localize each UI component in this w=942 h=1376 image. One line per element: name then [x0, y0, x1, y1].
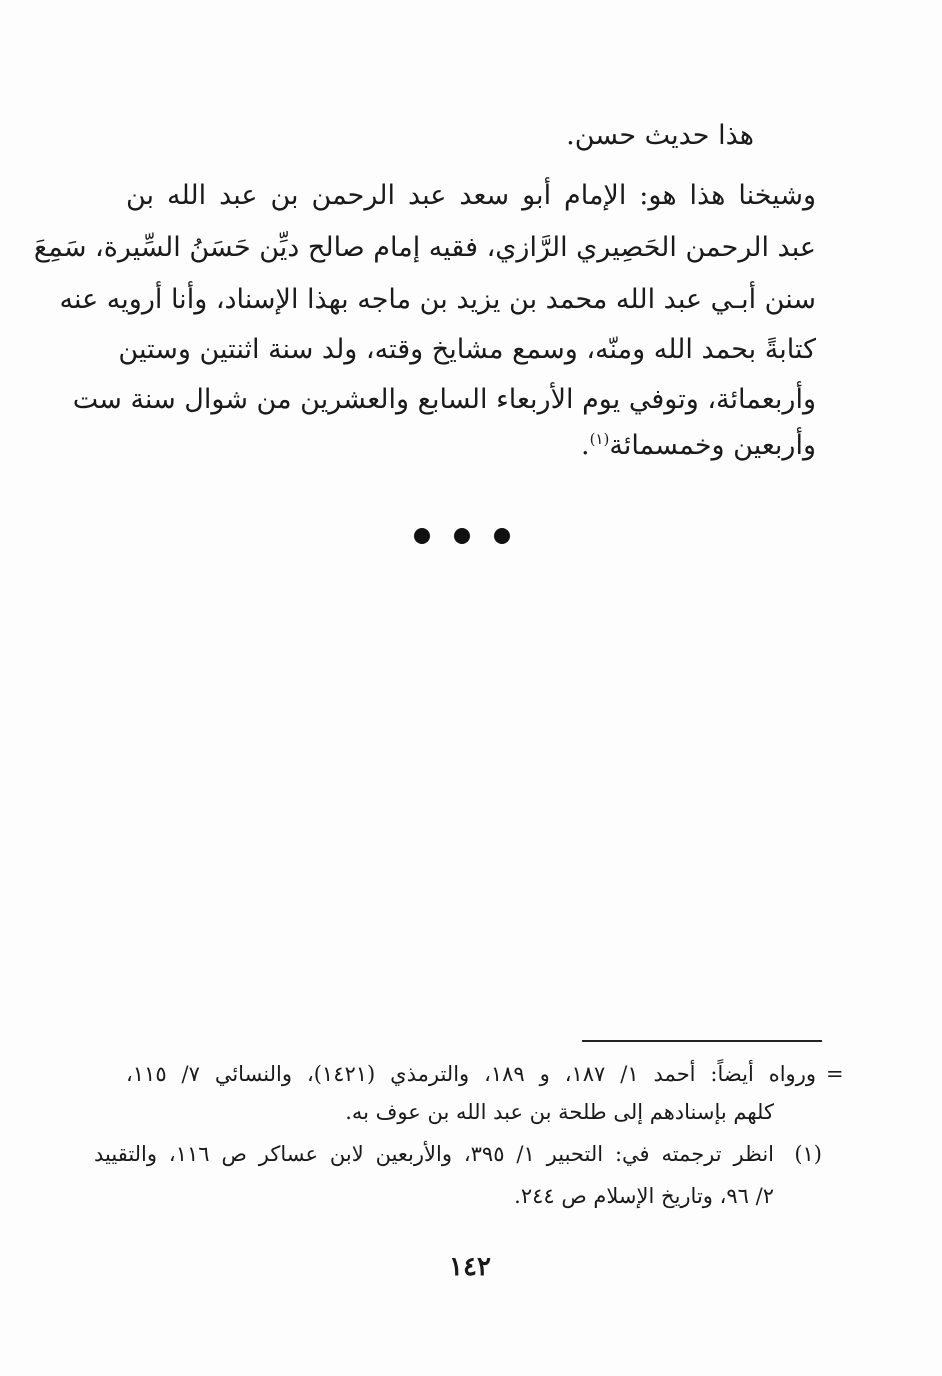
footnote-cont-line-1: ورواه أيضاً: أحمد ١/ ١٨٧، و ١٨٩، والترمذي (١٤٢١)، والنسائي ٧/ ١١٥، — [126, 1062, 816, 1086]
body-line-2: وشيخنا هذا هو: الإمام أبو سعد عبد الرحمن بن عبد الله بن — [126, 180, 816, 211]
footnote-continuation-marker: = — [826, 1062, 844, 1086]
body-line-4: سنن أبـي عبد الله محمد بن يزيد بن ماجه بهذا الإسناد، وأنا أرويه عنه — [59, 284, 816, 315]
footnote-cont-line-2: كلهم بإسنادهم إلى طلحة بن عبد الله بن عوف به. — [345, 1100, 774, 1124]
body-line-7-text: وأربعين وخمسمائة — [609, 430, 816, 461]
body-line-7 — [126, 426, 816, 466]
section-separator — [414, 526, 510, 546]
body-line-7-end: . — [580, 430, 590, 461]
footnote-rule — [582, 1040, 822, 1042]
footnote-1-marker: (١) — [794, 1142, 822, 1166]
separator-dot — [454, 528, 470, 544]
footnote-ref-1: (١) — [589, 430, 610, 448]
body-line-6: وأربعمائة، وتوفي يوم الأربعاء السابع والعشرين من شوال سنة ست — [72, 384, 816, 415]
page-number: ١٤٢ — [449, 1252, 491, 1282]
footnote-1-line-2: ٢/ ٩٦، وتاريخ الإسلام ص ٢٤٤. — [514, 1184, 774, 1208]
separator-dot — [494, 528, 510, 544]
body-line-3: عبد الرحمن الحَصِيري الرَّازي، فقيه إمام صالح ديِّن حَسَنُ السِّيرة، سَمِعَ — [33, 232, 816, 263]
footnote-1-line-1: انظر ترجمته في: التحبير ١/ ٣٩٥، والأربعين لابن عساكر ص ١١٦، والتقييد — [94, 1142, 774, 1166]
separator-dot — [414, 528, 430, 544]
body-line-5: كتابةً بحمد الله ومنّه، وسمع مشايخ وقته، ولد سنة اثنتين وستين — [118, 334, 816, 365]
body-line-1: هذا حديث حسن. — [566, 120, 754, 151]
